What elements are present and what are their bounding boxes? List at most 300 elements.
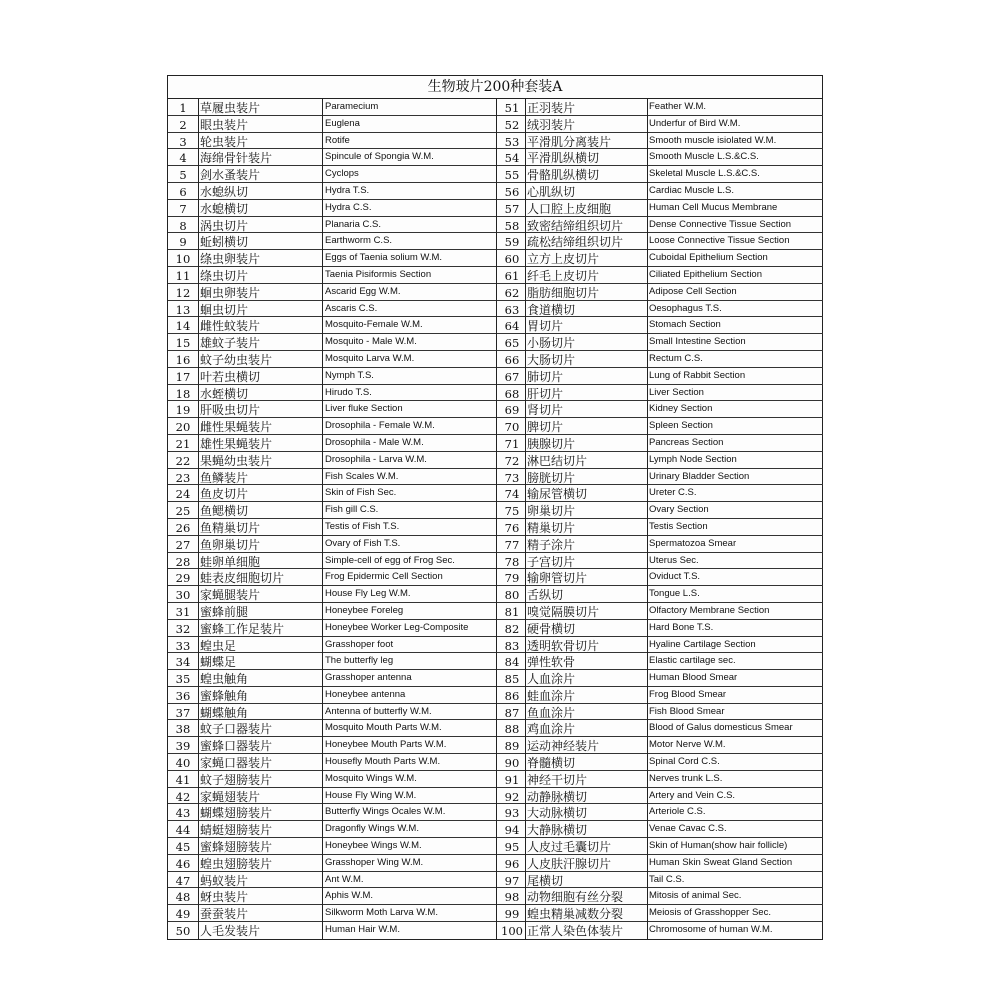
english-name: Artery and Vein C.S. (649, 789, 736, 801)
chinese-name: 舌纵切 (527, 588, 564, 602)
english-name: Liver Section (649, 386, 704, 398)
english-name: Hyaline Cartilage Section (649, 638, 756, 650)
english-name: Human Cell Mucus Membrane (649, 201, 778, 213)
row-number: 47 (175, 873, 191, 888)
english-name: Grasshoper foot (325, 638, 394, 650)
table-row (168, 603, 496, 620)
chinese-name: 叶若虫横切 (200, 369, 261, 384)
table-row (497, 317, 823, 334)
table-row (168, 133, 496, 150)
row-number: 37 (175, 705, 191, 720)
chinese-name: 致密结缔组织切片 (527, 218, 624, 233)
row-number: 39 (175, 739, 191, 754)
table-row (168, 687, 496, 704)
row-number: 73 (504, 470, 520, 485)
right-num-divider (525, 99, 526, 939)
chinese-name: 蚊子翅膀装片 (200, 772, 273, 787)
table-row (168, 704, 496, 721)
table-row (168, 183, 496, 200)
english-name: Mosquito-Female W.M. (325, 319, 423, 331)
chinese-name: 纤毛上皮切片 (527, 268, 600, 283)
table-row (497, 502, 823, 519)
english-name: Blood of Galus domesticus Smear (649, 722, 793, 734)
row-number: 18 (175, 386, 191, 401)
table-row (497, 637, 823, 654)
row-number: 31 (175, 604, 191, 619)
english-name: Hirudo T.S. (325, 386, 372, 398)
chinese-name: 家蝇腿装片 (200, 588, 261, 602)
row-number: 72 (504, 453, 520, 468)
table-row (168, 821, 496, 838)
english-name: Mitosis of animal Sec. (649, 890, 742, 902)
table-row (497, 888, 823, 905)
table-row (168, 502, 496, 519)
table-row (497, 334, 823, 351)
table-row (497, 687, 823, 704)
english-name: Smooth Muscle L.S.&C.S. (649, 151, 759, 163)
english-name: Hydra T.S. (325, 184, 370, 196)
row-number: 29 (175, 571, 191, 586)
table-row (497, 267, 823, 284)
table-row (168, 385, 496, 402)
row-number: 85 (504, 672, 520, 687)
english-name: Elastic cartilage sec. (649, 655, 736, 667)
table-row (497, 217, 823, 234)
row-number: 82 (504, 621, 520, 636)
row-number: 19 (175, 403, 191, 418)
english-name: Tail C.S. (649, 873, 685, 885)
table-row (168, 99, 496, 116)
row-number: 88 (504, 722, 520, 737)
chinese-name: 嗅觉隔膜切片 (527, 604, 600, 619)
chinese-name: 平滑肌纵横切 (527, 151, 600, 166)
table-row (168, 217, 496, 234)
chinese-name: 鱼鳃横切 (200, 504, 249, 518)
row-number: 71 (504, 436, 520, 451)
chinese-name: 蜜蜂触角 (200, 688, 249, 703)
row-number: 91 (504, 772, 520, 787)
chinese-name: 涡虫切片 (200, 218, 249, 233)
row-number: 42 (175, 789, 191, 804)
english-name: Fish Blood Smear (649, 705, 725, 717)
chinese-name: 人皮肤汗腺切片 (527, 856, 612, 871)
table-row (168, 250, 496, 267)
table-row (168, 536, 496, 553)
table-row (168, 788, 496, 805)
row-number: 61 (504, 268, 520, 283)
table-row (497, 200, 823, 217)
table-row (168, 569, 496, 586)
row-number: 100 (501, 924, 523, 939)
table-row (497, 519, 823, 536)
chinese-name: 精子涂片 (527, 537, 576, 552)
chinese-name: 鱼精巢切片 (200, 520, 261, 535)
row-number: 65 (504, 336, 520, 351)
row-number: 25 (175, 504, 191, 519)
chinese-name: 尾横切 (527, 873, 564, 888)
table-row (168, 267, 496, 284)
english-name: Grasshoper antenna (325, 672, 412, 684)
row-number: 21 (175, 436, 191, 451)
row-number: 89 (504, 739, 520, 754)
table-row (168, 855, 496, 872)
english-name: Oesophagus T.S. (649, 302, 722, 314)
row-number: 52 (504, 117, 520, 132)
english-name: Stomach Section (649, 319, 721, 331)
english-name: Silkworm Moth Larva W.M. (325, 907, 438, 919)
table-row (168, 804, 496, 821)
english-name: Paramecium (325, 101, 379, 112)
table-row (497, 855, 823, 872)
table-row (497, 183, 823, 200)
english-name: Butterfly Wings Ocales W.M. (325, 806, 446, 818)
chinese-name: 骨骼肌纵横切 (527, 168, 600, 182)
chinese-name: 子宫切片 (527, 554, 576, 569)
english-name: Mosquito Larva W.M. (325, 352, 415, 364)
chinese-name: 蜜蜂工作足装片 (200, 621, 285, 636)
row-number: 83 (504, 638, 520, 653)
table-row (497, 905, 823, 922)
table-row (497, 922, 823, 939)
table-row (168, 351, 496, 368)
chinese-name: 蝗虫触角 (200, 672, 249, 686)
english-name: Cuboidal Epithelium Section (649, 252, 768, 264)
english-name: Hard Bone T.S. (649, 621, 714, 633)
row-number: 46 (175, 856, 191, 871)
table-row (497, 804, 823, 821)
row-number: 8 (179, 218, 187, 233)
table-row (168, 553, 496, 570)
row-number: 86 (504, 688, 520, 703)
row-number: 34 (175, 655, 191, 670)
english-name: Frog Epidermic Cell Section (325, 571, 443, 583)
chinese-name: 运动神经装片 (527, 739, 600, 754)
table-row (168, 368, 496, 385)
left-zh-divider (322, 99, 323, 939)
english-name: Uterus Sec. (649, 554, 699, 566)
english-name: Planaria C.S. (325, 218, 381, 230)
chinese-name: 蝴蝶触角 (200, 705, 249, 720)
chinese-name: 脂肪细胞切片 (527, 285, 600, 300)
chinese-name: 蛙血涂片 (527, 688, 576, 703)
row-number: 5 (179, 168, 187, 183)
row-number: 41 (175, 772, 191, 787)
english-name: Fish Scales W.M. (325, 470, 399, 482)
english-name: Spermatozoa Smear (649, 537, 737, 549)
english-name: Human Skin Sweat Gland Section (649, 856, 793, 868)
row-number: 20 (175, 420, 191, 435)
chinese-name: 雄蚊子装片 (200, 336, 261, 350)
slide-list-sheet (167, 75, 823, 940)
row-number: 16 (175, 352, 191, 367)
table-row (497, 233, 823, 250)
english-name: Honeybee Wings W.M. (325, 840, 422, 852)
row-number: 1 (179, 101, 187, 115)
english-name: Ciliated Epithelium Section (649, 268, 763, 280)
chinese-name: 食道横切 (527, 302, 576, 317)
table-row (497, 586, 823, 603)
table-row (497, 670, 823, 687)
row-number: 81 (504, 604, 520, 619)
row-number: 66 (504, 352, 520, 367)
row-number: 43 (175, 806, 191, 821)
table-row (168, 149, 496, 166)
table-row (168, 233, 496, 250)
table-row (497, 368, 823, 385)
row-number: 26 (175, 520, 191, 535)
chinese-name: 剑水蚤装片 (200, 168, 261, 182)
table-row (497, 754, 823, 771)
row-number: 64 (504, 319, 520, 334)
row-number: 54 (504, 151, 520, 166)
english-name: Rotife (325, 134, 350, 146)
english-name: Honeybee Worker Leg-Composite (325, 621, 469, 633)
table-row (168, 586, 496, 603)
row-number: 80 (504, 588, 520, 603)
right-zh-divider (647, 99, 648, 939)
row-number: 14 (175, 319, 191, 334)
table-row (497, 788, 823, 805)
chinese-name: 淋巴结切片 (527, 453, 588, 468)
english-name: Human Hair W.M. (325, 924, 400, 936)
chinese-name: 家蝇翅装片 (200, 789, 261, 804)
english-name: Honeybee Mouth Parts W.M. (325, 739, 447, 751)
chinese-name: 雌性果蝇装片 (200, 420, 273, 434)
chinese-name: 蛔虫切片 (200, 302, 249, 317)
english-name: Drosophila - Larva W.M. (325, 453, 427, 465)
chinese-name: 蝴蝶足 (200, 655, 237, 670)
chinese-name: 硬骨横切 (527, 621, 576, 636)
english-name: Spinal Cord C.S. (649, 756, 720, 768)
english-name: Small Intestine Section (649, 336, 746, 348)
english-name: Venae Cavac C.S. (649, 823, 727, 835)
chinese-name: 鱼卵巢切片 (200, 537, 261, 552)
table-row (497, 284, 823, 301)
english-name: Tongue L.S. (649, 588, 700, 600)
row-number: 96 (504, 856, 520, 871)
english-name: Feather W.M. (649, 101, 707, 112)
english-name: Skin of Fish Sec. (325, 487, 397, 499)
row-number: 7 (179, 201, 187, 216)
table-row (168, 922, 496, 939)
english-name: Spleen Section (649, 420, 713, 432)
chinese-name: 眼虫装片 (200, 117, 249, 132)
english-name: House Fly Wing W.M. (325, 789, 417, 801)
row-number: 99 (504, 907, 520, 922)
row-number: 58 (504, 218, 520, 233)
table-row (168, 620, 496, 637)
chinese-name: 雌性蚊装片 (200, 319, 261, 334)
chinese-name: 精巢切片 (527, 520, 576, 535)
chinese-name: 胰腺切片 (527, 436, 576, 451)
english-name: Ascarid Egg W.M. (325, 285, 401, 297)
english-name: Drosophila - Female W.M. (325, 420, 435, 432)
row-number: 53 (504, 134, 520, 149)
row-number: 67 (504, 369, 520, 384)
table-row (168, 771, 496, 788)
chinese-name: 蜜蜂口器装片 (200, 739, 273, 754)
row-number: 6 (179, 184, 187, 199)
table-row (168, 116, 496, 133)
english-name: Cardiac Muscle L.S. (649, 184, 735, 196)
english-name: Lymph Node Section (649, 453, 737, 465)
chinese-name: 绦虫切片 (200, 268, 249, 283)
english-name: Chromosome of human W.M. (649, 924, 773, 936)
left-column (168, 99, 496, 939)
right-column (497, 99, 823, 939)
english-name: Fish gill C.S. (325, 504, 379, 516)
english-name: Underfur of Bird W.M. (649, 117, 741, 129)
english-name: Dragonfly Wings W.M. (325, 823, 419, 835)
chinese-name: 疏松结缔组织切片 (527, 235, 624, 250)
english-name: Skin of Human(show hair follicle) (649, 840, 788, 852)
chinese-name: 弹性软骨 (527, 655, 576, 670)
row-number: 75 (504, 504, 520, 519)
chinese-name: 立方上皮切片 (527, 252, 600, 266)
english-name: Grasshoper Wing W.M. (325, 856, 424, 868)
english-name: Pancreas Section (649, 436, 724, 448)
english-name: Drosophila - Male W.M. (325, 436, 424, 448)
row-number: 51 (504, 101, 520, 115)
chinese-name: 蚂蚁装片 (200, 873, 249, 888)
table-row (497, 133, 823, 150)
english-name: Arteriole C.S. (649, 806, 706, 818)
chinese-name: 大肠切片 (527, 352, 576, 367)
row-number: 36 (175, 688, 191, 703)
chinese-name: 蛔虫卵装片 (200, 285, 261, 300)
chinese-name: 动静脉横切 (527, 789, 588, 804)
table-row (168, 872, 496, 889)
row-number: 68 (504, 386, 520, 401)
table-row (497, 569, 823, 586)
row-number: 70 (504, 420, 520, 435)
row-number: 94 (504, 823, 520, 838)
table-row (168, 653, 496, 670)
chinese-name: 蝗虫精巢减数分裂 (527, 907, 624, 922)
table-row (497, 250, 823, 267)
chinese-name: 蚯蚓横切 (200, 235, 249, 250)
chinese-name: 蝴蝶翅膀装片 (200, 806, 273, 821)
chinese-name: 肺切片 (527, 369, 564, 384)
chinese-name: 水螅横切 (200, 201, 249, 216)
chinese-name: 小肠切片 (527, 336, 576, 350)
english-name: Motor Nerve W.M. (649, 739, 726, 751)
table-row (497, 116, 823, 133)
english-name: Eggs of Taenia solium W.M. (325, 252, 443, 264)
table-row (168, 888, 496, 905)
row-number: 10 (175, 252, 191, 267)
row-number: 92 (504, 789, 520, 804)
chinese-name: 蚊子口器装片 (200, 722, 273, 737)
english-name: Nerves trunk L.S. (649, 772, 723, 784)
row-number: 27 (175, 537, 191, 552)
english-name: Lung of Rabbit Section (649, 369, 746, 381)
row-number: 57 (504, 201, 520, 216)
table-row (497, 166, 823, 183)
english-name: Mosquito Wings W.M. (325, 772, 417, 784)
chinese-name: 鸡血涂片 (527, 722, 576, 737)
english-name: Smooth muscle isiolated W.M. (649, 134, 777, 146)
chinese-name: 肾切片 (527, 403, 564, 418)
row-number: 30 (175, 588, 191, 603)
chinese-name: 神经干切片 (527, 772, 588, 787)
row-number: 59 (504, 235, 520, 250)
english-name: Olfactory Membrane Section (649, 604, 770, 616)
row-number: 98 (504, 890, 520, 905)
chinese-name: 蜻蜓翅膀装片 (200, 823, 273, 838)
left-num-divider (198, 99, 199, 939)
table-row (168, 166, 496, 183)
table-row (168, 485, 496, 502)
english-name: Antenna of butterfly W.M. (325, 705, 432, 717)
row-number: 77 (504, 537, 520, 552)
table-row (497, 401, 823, 418)
table-row (168, 720, 496, 737)
english-name: Aphis W.M. (325, 890, 374, 902)
english-name: Adipose Cell Section (649, 285, 737, 297)
table-row (168, 452, 496, 469)
chinese-name: 人口腔上皮细胞 (527, 201, 612, 216)
table-row (168, 317, 496, 334)
chinese-name: 人皮过毛囊切片 (527, 840, 612, 854)
table-row (497, 469, 823, 486)
row-number: 69 (504, 403, 520, 418)
table-row (497, 99, 823, 116)
chinese-name: 轮虫装片 (200, 134, 249, 149)
english-name: Nymph T.S. (325, 369, 374, 381)
english-name: Rectum C.S. (649, 352, 703, 364)
row-number: 17 (175, 369, 191, 384)
row-number: 87 (504, 705, 520, 720)
row-number: 24 (175, 487, 191, 502)
table-row (168, 401, 496, 418)
english-name: Skeletal Muscle L.S.&C.S. (649, 168, 760, 180)
row-number: 44 (175, 823, 191, 838)
row-number: 38 (175, 722, 191, 737)
english-name: Liver fluke Section (325, 403, 403, 415)
table-row (168, 469, 496, 486)
chinese-name: 草履虫装片 (200, 101, 261, 115)
english-name: Ovary Section (649, 504, 709, 516)
table-row (168, 670, 496, 687)
table-row (168, 838, 496, 855)
row-number: 35 (175, 672, 191, 687)
chinese-name: 正常人染色体装片 (527, 924, 624, 939)
english-name: Meiosis of Grasshopper Sec. (649, 907, 771, 919)
row-number: 78 (504, 554, 520, 569)
table-row (497, 553, 823, 570)
table-row (168, 737, 496, 754)
row-number: 63 (504, 302, 520, 317)
table-row (497, 720, 823, 737)
row-number: 60 (504, 252, 520, 267)
chinese-name: 膀胱切片 (527, 470, 576, 485)
english-name: Spincule of Spongia W.M. (325, 151, 434, 163)
table-row (497, 149, 823, 166)
row-number: 48 (175, 890, 191, 905)
chinese-name: 水螅纵切 (200, 184, 249, 199)
table-row (497, 351, 823, 368)
table-row (497, 435, 823, 452)
chinese-name: 平滑肌分离装片 (527, 134, 612, 149)
chinese-name: 绒羽装片 (527, 117, 576, 132)
english-name: Kidney Section (649, 403, 713, 415)
english-name: Mosquito - Male W.M. (325, 336, 417, 348)
table-row (168, 905, 496, 922)
english-name: Urinary Bladder Section (649, 470, 750, 482)
chinese-name: 大静脉横切 (527, 823, 588, 838)
chinese-name: 肝吸虫切片 (200, 403, 261, 418)
